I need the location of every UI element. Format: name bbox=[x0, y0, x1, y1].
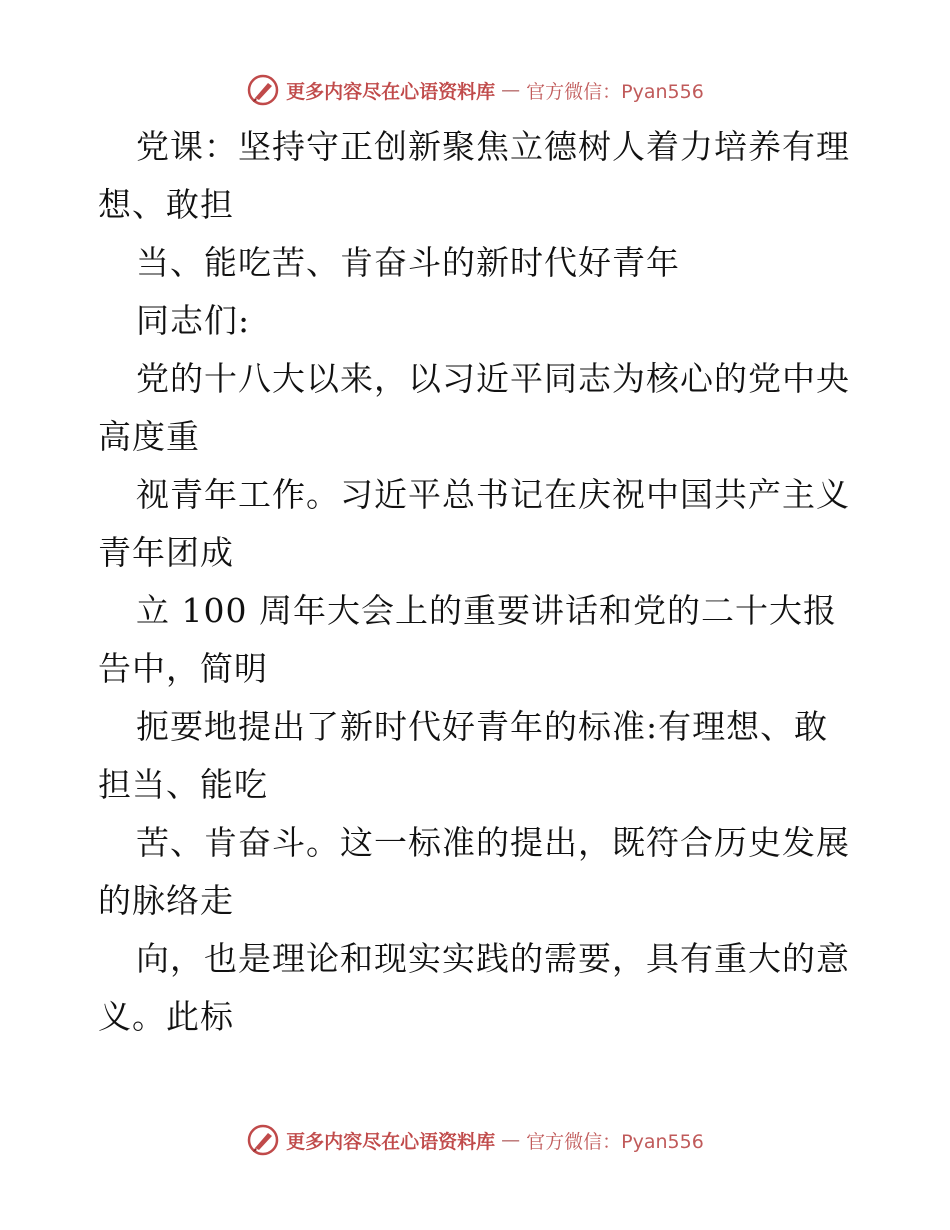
text-line: 党课：坚持守正创新聚焦立德树人着力培养有理 bbox=[136, 127, 850, 166]
text-line: 义。此标 bbox=[98, 997, 234, 1036]
pen-logo-icon bbox=[246, 1123, 280, 1157]
text-line: 苦、肯奋斗。这一标准的提出，既符合历史发展 bbox=[136, 823, 850, 862]
text-line: 立 100 周年大会上的重要讲话和党的二十大报 bbox=[136, 591, 837, 630]
watermark-separator: — bbox=[501, 1129, 521, 1151]
text-line: 向，也是理论和现实实践的需要，具有重大的意 bbox=[136, 939, 850, 978]
text-line: 担当、能吃 bbox=[98, 765, 268, 804]
document-body bbox=[98, 118, 858, 1046]
header-watermark bbox=[0, 70, 950, 110]
watermark-text: 更多内容尽在心语资料库 bbox=[286, 80, 496, 103]
text-line: 当、能吃苦、肯奋斗的新时代好青年 bbox=[136, 243, 680, 282]
footer-watermark bbox=[0, 1120, 950, 1160]
watermark-contact: 官方微信：Pyan556 bbox=[526, 1130, 704, 1153]
watermark-text: 更多内容尽在心语资料库 bbox=[286, 1130, 496, 1153]
text-line: 想、敢担 bbox=[98, 185, 234, 224]
text-line: 视青年工作。习近平总书记在庆祝中国共产主义 bbox=[136, 475, 850, 514]
watermark-contact: 官方微信：Pyan556 bbox=[526, 80, 704, 103]
text-line: 告中，简明 bbox=[98, 649, 268, 688]
text-line: 青年团成 bbox=[98, 533, 234, 572]
text-line: 高度重 bbox=[98, 417, 200, 456]
watermark-separator: — bbox=[501, 79, 521, 101]
pen-logo-icon bbox=[246, 73, 280, 107]
text-line: 扼要地提出了新时代好青年的标准:有理想、敢 bbox=[136, 707, 829, 746]
text-line: 同志们: bbox=[136, 301, 251, 340]
text-line: 党的十八大以来，以习近平同志为核心的党中央 bbox=[136, 359, 850, 398]
text-line: 的脉络走 bbox=[98, 881, 234, 920]
